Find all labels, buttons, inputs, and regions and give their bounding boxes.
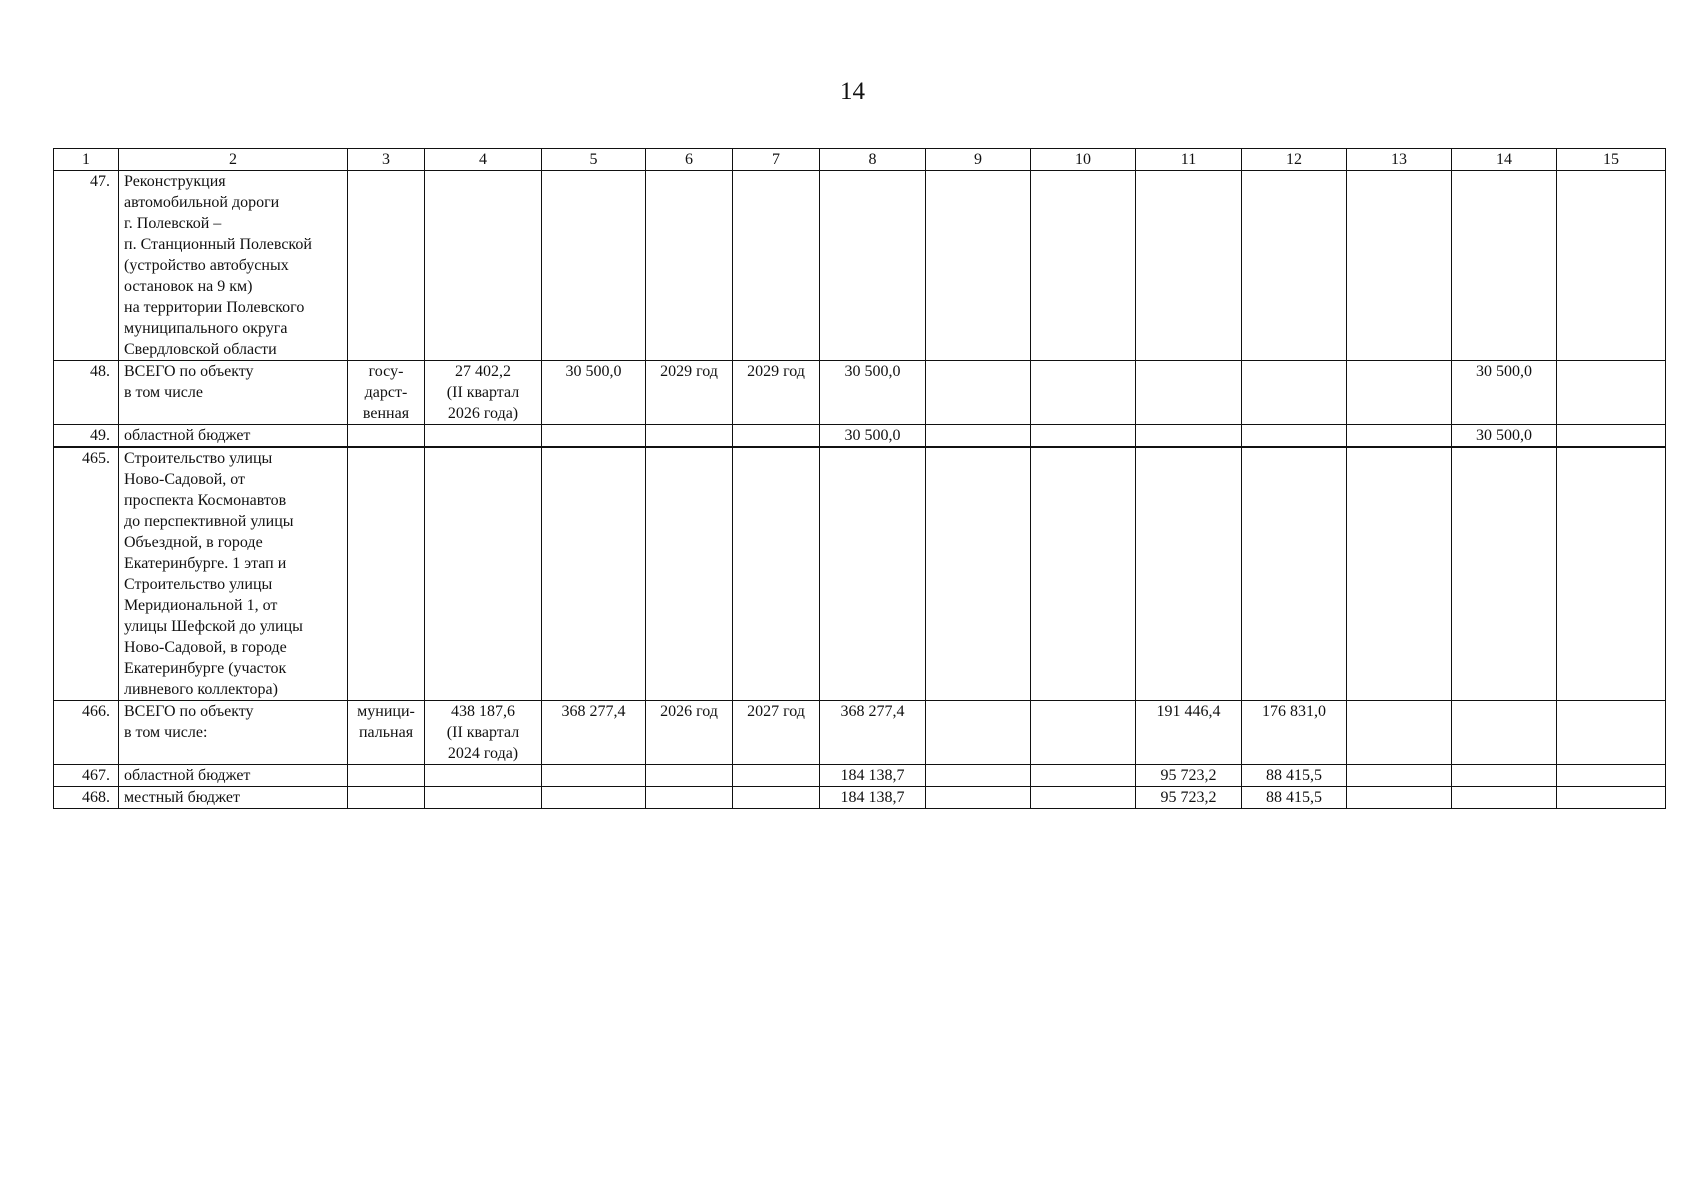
value-cell bbox=[1242, 425, 1347, 448]
ownership-cell: госу- дарст- венная bbox=[348, 361, 425, 425]
value-cell: 184 138,7 bbox=[820, 765, 926, 787]
value-cell bbox=[1242, 171, 1347, 361]
value-cell: 30 500,0 bbox=[542, 361, 646, 425]
row-number: 48. bbox=[54, 361, 119, 425]
value-cell bbox=[1347, 447, 1452, 701]
column-header: 13 bbox=[1347, 149, 1452, 171]
table-row bbox=[54, 447, 1666, 701]
value-cell: 30 500,0 bbox=[820, 361, 926, 425]
value-cell bbox=[926, 447, 1031, 701]
end-year-cell bbox=[733, 425, 820, 448]
ownership-cell bbox=[348, 171, 425, 361]
estimated-cost-cell: 438 187,6 (II квартал 2024 года) bbox=[425, 701, 542, 765]
value-cell bbox=[1136, 425, 1242, 448]
value-cell: 30 500,0 bbox=[1452, 425, 1557, 448]
column-header: 3 bbox=[348, 149, 425, 171]
end-year-cell bbox=[733, 171, 820, 361]
value-cell: 88 415,5 bbox=[1242, 765, 1347, 787]
page-number: 14 bbox=[840, 78, 865, 105]
table-row bbox=[54, 765, 1666, 787]
value-cell bbox=[1347, 171, 1452, 361]
value-cell bbox=[1031, 171, 1136, 361]
value-cell: 184 138,7 bbox=[820, 787, 926, 809]
row-number: 47. bbox=[54, 171, 119, 361]
start-year-cell bbox=[646, 787, 733, 809]
start-year-cell: 2029 год bbox=[646, 361, 733, 425]
value-cell bbox=[1452, 701, 1557, 765]
value-cell bbox=[926, 171, 1031, 361]
row-number: 465. bbox=[54, 447, 119, 701]
estimated-cost-cell bbox=[425, 765, 542, 787]
value-cell: 368 277,4 bbox=[542, 701, 646, 765]
value-cell bbox=[1557, 361, 1666, 425]
value-cell bbox=[1136, 171, 1242, 361]
value-cell bbox=[542, 425, 646, 448]
start-year-cell bbox=[646, 765, 733, 787]
column-header: 11 bbox=[1136, 149, 1242, 171]
value-cell bbox=[1347, 361, 1452, 425]
value-cell bbox=[926, 765, 1031, 787]
ownership-cell bbox=[348, 425, 425, 448]
value-cell bbox=[926, 425, 1031, 448]
start-year-cell bbox=[646, 171, 733, 361]
value-cell: 95 723,2 bbox=[1136, 765, 1242, 787]
column-header: 10 bbox=[1031, 149, 1136, 171]
column-header: 6 bbox=[646, 149, 733, 171]
value-cell bbox=[542, 787, 646, 809]
value-cell bbox=[1031, 701, 1136, 765]
table-row bbox=[54, 701, 1666, 765]
value-cell bbox=[1557, 701, 1666, 765]
object-name: Строительство улицы Ново-Садовой, от проспекта Космонавтов до перспективной улицы Объездной, в городе Екатеринбурге. 1 этап и Строительство улицы Меридиональной 1, от улицы Шефской до улицы Ново-Садовой, в городе Екатеринбурге (участок ливневого коллектора) bbox=[119, 447, 348, 701]
value-cell bbox=[820, 171, 926, 361]
value-cell bbox=[926, 701, 1031, 765]
value-cell bbox=[1242, 361, 1347, 425]
column-header: 1 bbox=[54, 149, 119, 171]
column-header: 12 bbox=[1242, 149, 1347, 171]
value-cell: 95 723,2 bbox=[1136, 787, 1242, 809]
column-header: 4 bbox=[425, 149, 542, 171]
column-header: 15 bbox=[1557, 149, 1666, 171]
estimated-cost-cell: 27 402,2 (II квартал 2026 года) bbox=[425, 361, 542, 425]
value-cell bbox=[1136, 447, 1242, 701]
value-cell bbox=[1347, 765, 1452, 787]
value-cell bbox=[1557, 787, 1666, 809]
value-cell bbox=[926, 361, 1031, 425]
ownership-cell bbox=[348, 765, 425, 787]
column-header: 5 bbox=[542, 149, 646, 171]
table-row bbox=[54, 361, 1666, 425]
object-name: Реконструкция автомобильной дороги г. Полевской – п. Станционный Полевской (устройство автобусных остановок на 9 км) на территории Полевского муниципального округа Свердловской области bbox=[119, 171, 348, 361]
value-cell bbox=[542, 765, 646, 787]
value-cell bbox=[542, 447, 646, 701]
row-number: 468. bbox=[54, 787, 119, 809]
ownership-cell bbox=[348, 447, 425, 701]
estimated-cost-cell bbox=[425, 787, 542, 809]
end-year-cell: 2029 год bbox=[733, 361, 820, 425]
ownership-cell: муници- пальная bbox=[348, 701, 425, 765]
object-name: ВСЕГО по объекту в том числе bbox=[119, 361, 348, 425]
ownership-cell bbox=[348, 787, 425, 809]
value-cell bbox=[1452, 765, 1557, 787]
table-row bbox=[54, 425, 1666, 448]
start-year-cell bbox=[646, 447, 733, 701]
object-name: местный бюджет bbox=[119, 787, 348, 809]
value-cell bbox=[1031, 765, 1136, 787]
value-cell bbox=[1136, 361, 1242, 425]
end-year-cell bbox=[733, 447, 820, 701]
value-cell: 176 831,0 bbox=[1242, 701, 1347, 765]
column-header: 14 bbox=[1452, 149, 1557, 171]
value-cell: 368 277,4 bbox=[820, 701, 926, 765]
column-header: 7 bbox=[733, 149, 820, 171]
value-cell bbox=[1031, 425, 1136, 448]
value-cell bbox=[1347, 787, 1452, 809]
value-cell bbox=[1031, 447, 1136, 701]
value-cell bbox=[1452, 447, 1557, 701]
value-cell bbox=[926, 787, 1031, 809]
value-cell bbox=[1452, 787, 1557, 809]
value-cell bbox=[1452, 171, 1557, 361]
estimated-cost-cell bbox=[425, 447, 542, 701]
value-cell bbox=[820, 447, 926, 701]
value-cell bbox=[1557, 447, 1666, 701]
value-cell bbox=[1347, 425, 1452, 448]
value-cell bbox=[542, 171, 646, 361]
value-cell: 88 415,5 bbox=[1242, 787, 1347, 809]
table-row bbox=[54, 171, 1666, 361]
value-cell: 30 500,0 bbox=[820, 425, 926, 448]
value-cell bbox=[1347, 701, 1452, 765]
column-header: 8 bbox=[820, 149, 926, 171]
object-name: областной бюджет bbox=[119, 765, 348, 787]
value-cell bbox=[1557, 425, 1666, 448]
end-year-cell bbox=[733, 787, 820, 809]
column-header: 9 bbox=[926, 149, 1031, 171]
budget-table bbox=[53, 148, 1666, 809]
row-number: 466. bbox=[54, 701, 119, 765]
value-cell bbox=[1557, 765, 1666, 787]
object-name: областной бюджет bbox=[119, 425, 348, 448]
start-year-cell: 2026 год bbox=[646, 701, 733, 765]
table-row bbox=[54, 787, 1666, 809]
value-cell: 30 500,0 bbox=[1452, 361, 1557, 425]
estimated-cost-cell bbox=[425, 425, 542, 448]
object-name: ВСЕГО по объекту в том числе: bbox=[119, 701, 348, 765]
value-cell: 191 446,4 bbox=[1136, 701, 1242, 765]
table-header-row bbox=[54, 149, 1666, 171]
row-number: 49. bbox=[54, 425, 119, 448]
value-cell bbox=[1031, 361, 1136, 425]
value-cell bbox=[1031, 787, 1136, 809]
column-header: 2 bbox=[119, 149, 348, 171]
value-cell bbox=[1557, 171, 1666, 361]
row-number: 467. bbox=[54, 765, 119, 787]
end-year-cell bbox=[733, 765, 820, 787]
end-year-cell: 2027 год bbox=[733, 701, 820, 765]
value-cell bbox=[1242, 447, 1347, 701]
estimated-cost-cell bbox=[425, 171, 542, 361]
start-year-cell bbox=[646, 425, 733, 448]
